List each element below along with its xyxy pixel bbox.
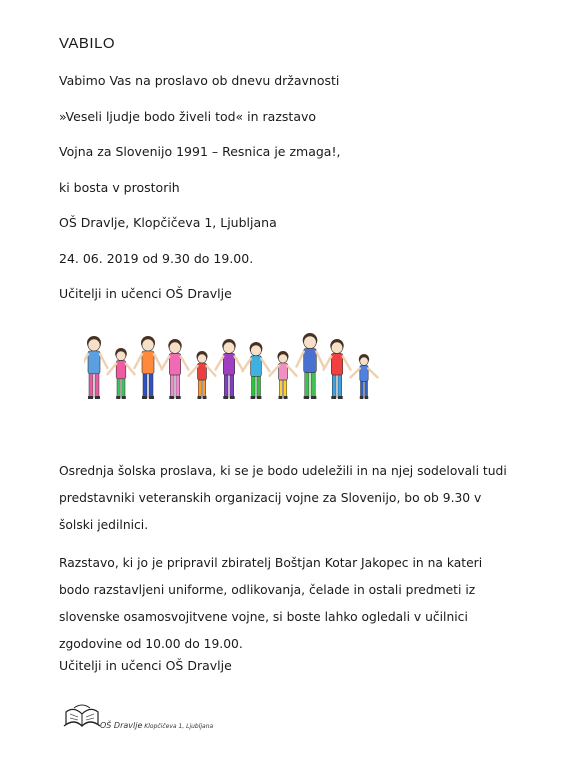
invitation-signature: Učitelji in učenci OŠ Dravlje bbox=[59, 286, 232, 301]
person-figure bbox=[243, 342, 270, 399]
invitation-line-2: »Veseli ljudje bodo živeli tod« in razstavo bbox=[59, 109, 317, 124]
school-logo-icon bbox=[60, 700, 104, 734]
person-figure bbox=[84, 336, 108, 399]
invitation-line-1: Vabimo Vas na proslavo ob dnevu državnosti bbox=[59, 73, 340, 88]
logo-caption bbox=[100, 721, 213, 730]
document-title: VABILO bbox=[59, 35, 116, 52]
invitation-line-4: ki bosta v prostorih bbox=[59, 180, 180, 195]
person-figure bbox=[270, 351, 297, 399]
body-paragraph-1: Osrednja šolska proslava, ki se je bodo udeležili in na njej sodelovali tudi predstavniki veteranskih organizacij vojne za Slovenijo, bo ob 9.30 v šolski jedilnici. bbox=[59, 464, 507, 532]
body-paragraph-2: Razstavo, ki jo je pripravil zbiratelj Boštjan Kotar Jakopec in na kateri bodo razstavljeni uniforme, odlikovanja, čelade in ostali predmeti iz slovenske osamosvojitvene vojne, si boste lahko ogledali v učilnici zgodovine od 10.00 do 19.00. bbox=[59, 556, 483, 651]
invitation-line-3: Vojna za Slovenijo 1991 – Resnica je zmaga!, bbox=[59, 144, 341, 159]
person-figure bbox=[297, 333, 324, 399]
invitation-line-5: OŠ Dravlje, Klopčičeva 1, Ljubljana bbox=[59, 215, 277, 230]
body-signature: Učitelji in učenci OŠ Dravlje bbox=[59, 658, 232, 673]
logo-subtitle: Klopčičeva 1, Ljubljana bbox=[144, 723, 214, 730]
person-figure bbox=[324, 339, 351, 399]
person-figure bbox=[216, 339, 243, 399]
person-figure bbox=[189, 351, 216, 399]
person-figure bbox=[108, 348, 135, 399]
person-figure bbox=[162, 339, 189, 399]
children-holding-hands-illustration bbox=[84, 330, 384, 410]
person-figure bbox=[351, 354, 378, 399]
logo-school-name: OŠ Dravlje bbox=[100, 721, 143, 730]
person-figure bbox=[135, 336, 162, 399]
invitation-line-6: 24. 06. 2019 od 9.30 do 19.00. bbox=[59, 251, 254, 266]
